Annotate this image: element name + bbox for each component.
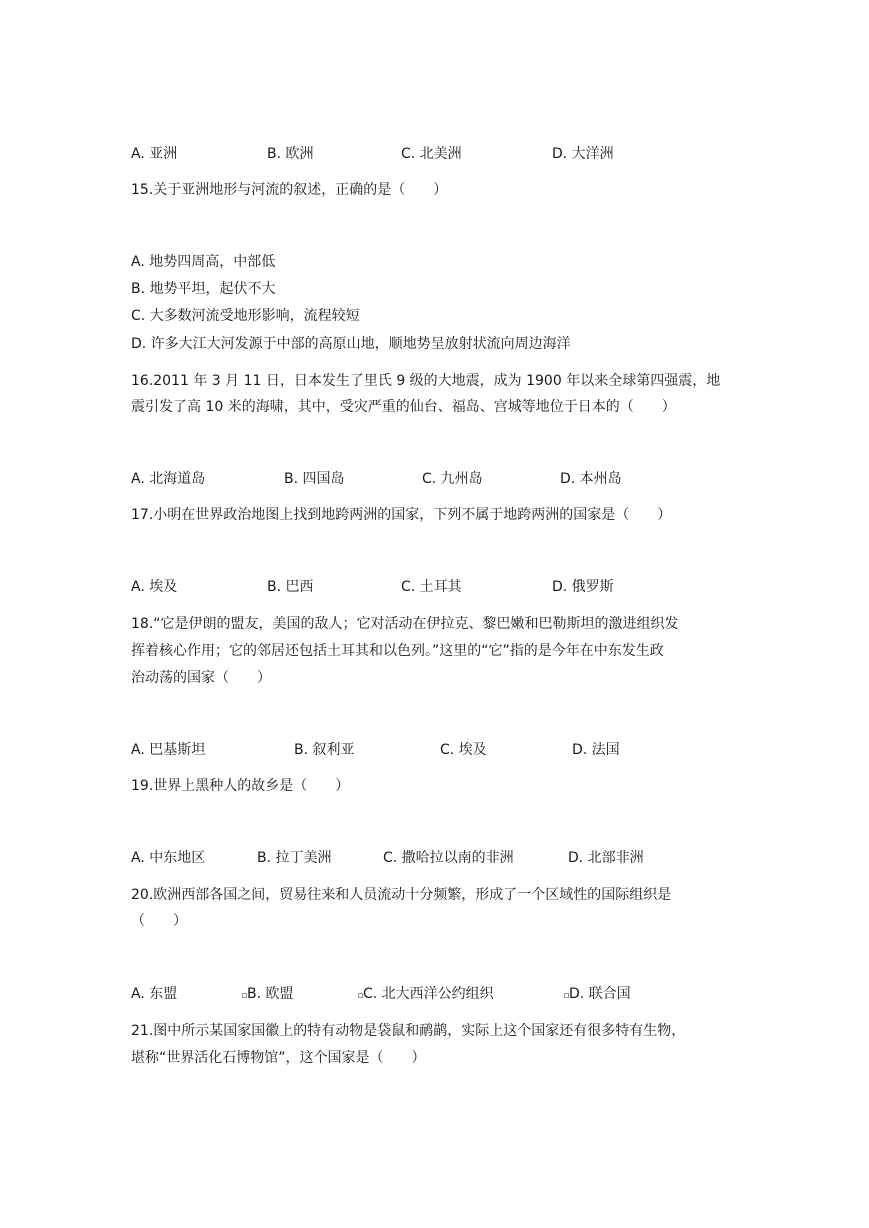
q18-option-a[interactable]: A. 巴基斯坦 xyxy=(131,742,206,758)
q17-option-a[interactable]: A. 埃及 xyxy=(131,579,178,595)
q21-stem-line-2: 堪称“世界活化石博物馆”，这个国家是（ ） xyxy=(131,1050,426,1066)
q20-stem-line-2: （ ） xyxy=(131,913,187,929)
q19-option-b[interactable]: B. 拉丁美洲 xyxy=(257,850,332,866)
q18-stem-line-1: 18.“它是伊朗的盟友，美国的敌人；它对活动在伊拉克、黎巴嫩和巴勒斯坦的激进组织发 xyxy=(131,616,679,632)
q18-stem-line-3: 治动荡的国家（ ） xyxy=(131,670,271,686)
q15-option-d[interactable]: D. 许多大江大河发源于中部的高原山地，顺地势呈放射状流向周边海洋 xyxy=(131,336,571,352)
q20-stem-line-1: 20.欧洲西部各国之间，贸易往来和人员流动十分频繁，形成了一个区域性的国际组织是 xyxy=(131,887,672,903)
q17-option-d[interactable]: D. 俄罗斯 xyxy=(552,579,614,595)
q20-option-b[interactable]: B. 欧盟 xyxy=(247,986,294,1002)
q18-option-b[interactable]: B. 叙利亚 xyxy=(294,742,355,758)
q19-stem: 19.世界上黑种人的故乡是（ ） xyxy=(131,778,350,794)
q20-option-d[interactable]: D. 联合国 xyxy=(569,986,631,1002)
q16-option-b[interactable]: B. 四国岛 xyxy=(284,471,345,487)
q15-option-b[interactable]: B. 地势平坦，起伏不大 xyxy=(131,281,276,297)
q14-option-c[interactable]: C. 北美洲 xyxy=(401,146,462,162)
q20-option-c[interactable]: C. 北大西洋公约组织 xyxy=(363,986,494,1002)
q15-stem: 15.关于亚洲地形与河流的叙述，正确的是（ ） xyxy=(131,182,448,198)
q15-option-a[interactable]: A. 地势四周高，中部低 xyxy=(131,254,276,270)
q14-option-d[interactable]: D. 大洋洲 xyxy=(552,146,614,162)
q17-stem: 17.小明在世界政治地图上找到地跨两洲的国家，下列不属于地跨两洲的国家是（ ） xyxy=(131,507,672,523)
q18-option-c[interactable]: C. 埃及 xyxy=(440,742,487,758)
q15-option-c[interactable]: C. 大多数河流受地形影响，流程较短 xyxy=(131,308,360,324)
q14-option-a[interactable]: A. 亚洲 xyxy=(131,146,178,162)
q14-option-b[interactable]: B. 欧洲 xyxy=(267,146,314,162)
q16-option-c[interactable]: C. 九州岛 xyxy=(422,471,483,487)
q17-option-c[interactable]: C. 土耳其 xyxy=(401,579,462,595)
q19-option-a[interactable]: A. 中东地区 xyxy=(131,850,206,866)
q16-option-a[interactable]: A. 北海道岛 xyxy=(131,471,206,487)
q16-stem-line-2: 震引发了高 10 米的海啸，其中，受灾严重的仙台、福岛、宫城等地位于日本的（ ） xyxy=(131,399,676,415)
q16-option-d[interactable]: D. 本州岛 xyxy=(560,471,622,487)
q18-option-d[interactable]: D. 法国 xyxy=(572,742,620,758)
q17-option-b[interactable]: B. 巴西 xyxy=(267,579,314,595)
q21-stem-line-1: 21.图中所示某国家国徽上的特有动物是袋鼠和鸸鹋，实际上这个国家还有很多特有生物， xyxy=(131,1023,686,1039)
q16-stem-line-1: 16.2011 年 3 月 11 日，日本发生了里氏 9 级的大地震，成为 1900 年以来全球第四强震，地 xyxy=(131,373,721,389)
q19-option-c[interactable]: C. 撒哈拉以南的非洲 xyxy=(383,850,514,866)
q20-option-a[interactable]: A. 东盟 xyxy=(131,986,178,1002)
q18-stem-line-2: 挥着核心作用；它的邻居还包括土耳其和以色列。”这里的“它”指的是今年在中东发生政 xyxy=(131,643,664,659)
q19-option-d[interactable]: D. 北部非洲 xyxy=(568,850,644,866)
